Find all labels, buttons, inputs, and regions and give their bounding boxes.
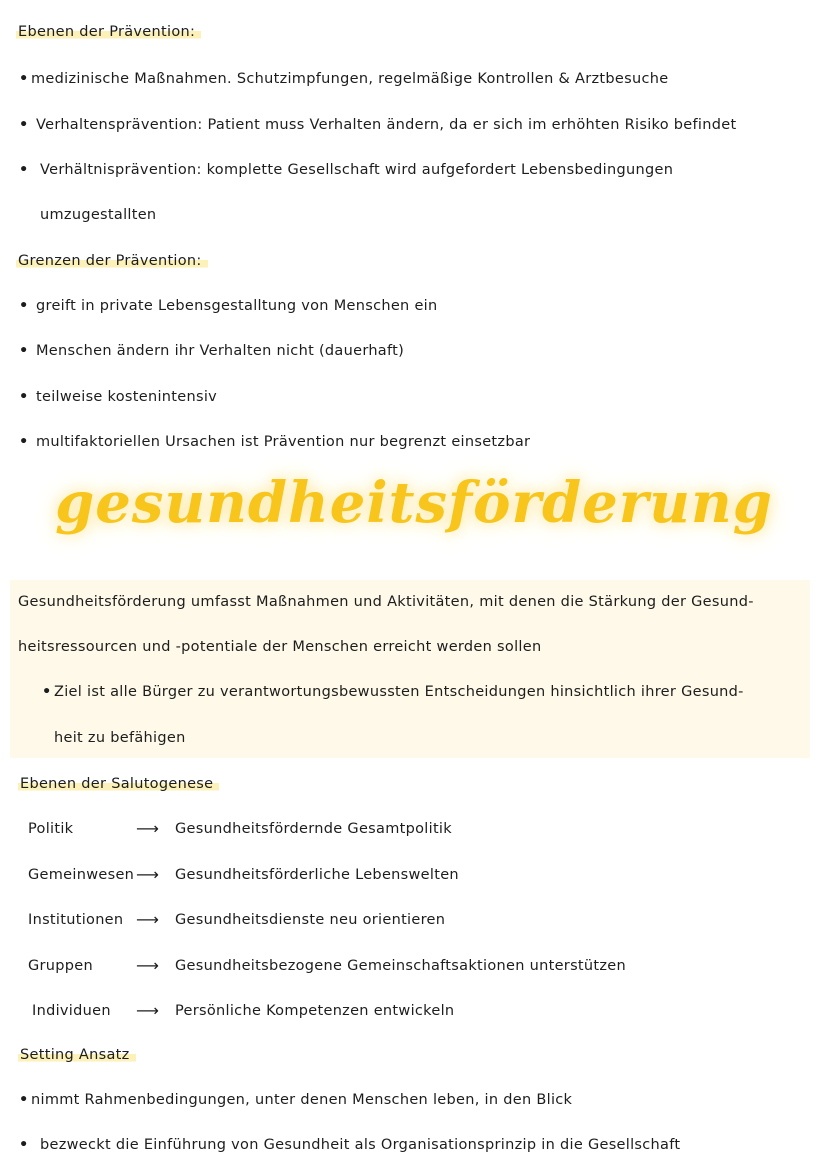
level-label: Institutionen [28, 912, 124, 928]
level-label: Gemeinwesen [28, 867, 135, 883]
level-label: Politik [28, 821, 74, 837]
level-desc: Gesundheitsförderliche Lebenswelten [175, 867, 459, 883]
page-title: gesundheitsförderung [55, 470, 773, 536]
arrow-right-icon: ⟶ [136, 956, 160, 975]
arrow-right-icon: ⟶ [136, 910, 160, 929]
level-label: Individuen [32, 1003, 111, 1019]
level-desc: Gesundheitsfördernde Gesamtpolitik [175, 821, 452, 837]
level-desc: Gesundheitsdienste neu orientieren [175, 912, 446, 928]
arrow-right-icon: ⟶ [136, 1001, 160, 1020]
arrow-right-icon: ⟶ [136, 865, 160, 884]
level-desc: Gesundheitsbezogene Gemeinschaftsaktionen unterstützen [175, 958, 627, 974]
arrow-right-icon: ⟶ [136, 819, 160, 838]
level-desc: Persönliche Kompetenzen entwickeln [175, 1003, 455, 1019]
level-label: Gruppen [28, 958, 94, 974]
